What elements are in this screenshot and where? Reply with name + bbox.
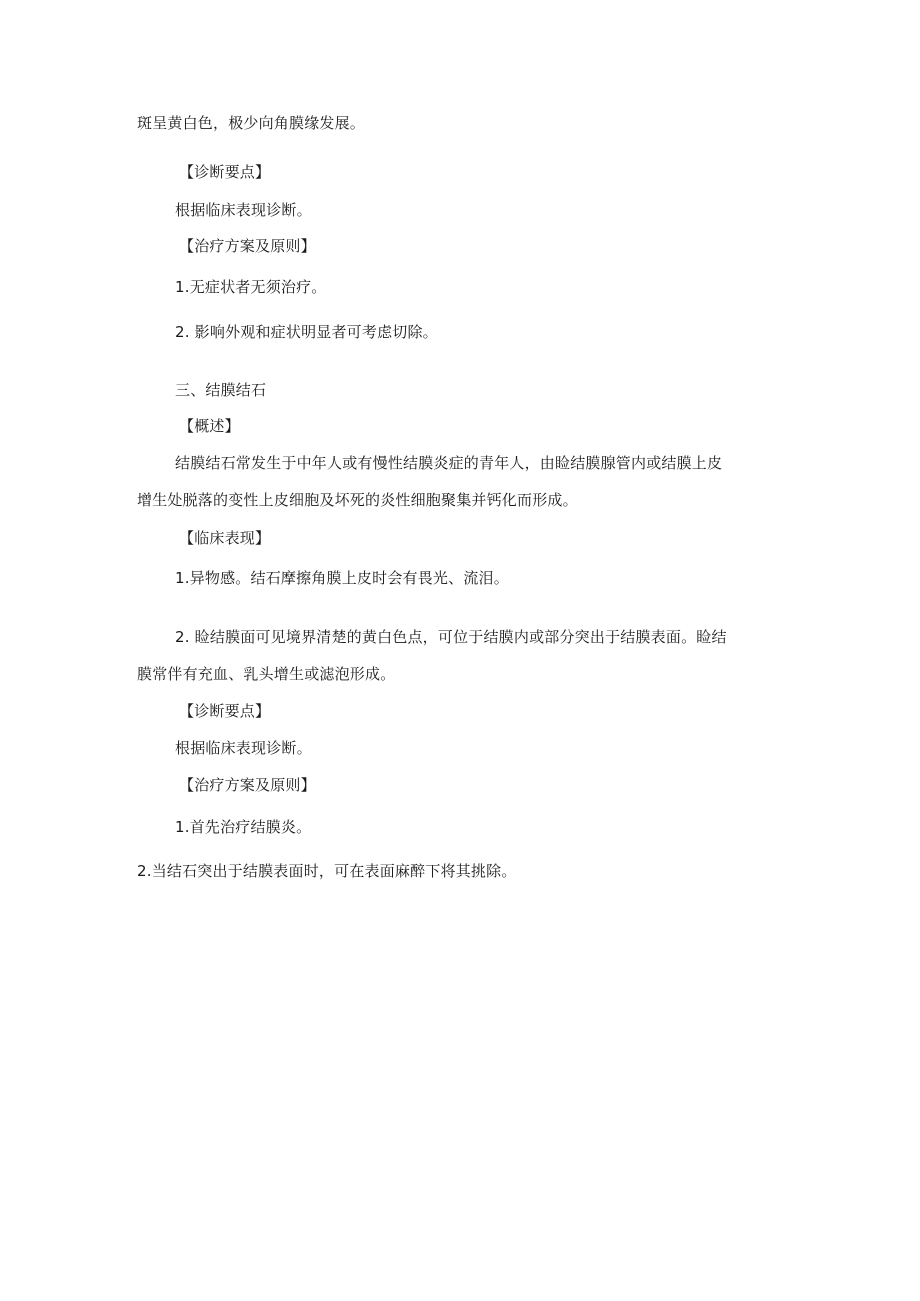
section-heading-treatment-1: 【治疗方案及原则】 xyxy=(179,237,316,255)
clinical-item-1: 1.异物感。结石摩擦角膜上皮时会有畏光、流泪。 xyxy=(175,569,509,587)
treatment-item-1-2: 2. 影响外观和症状明显者可考虑切除。 xyxy=(175,323,438,341)
treatment-item-2-1: 1.首先治疗结膜炎。 xyxy=(175,818,312,836)
section-heading-treatment-2: 【治疗方案及原则】 xyxy=(179,776,316,794)
section-heading-clinical: 【临床表现】 xyxy=(179,529,271,547)
chapter-heading-conjunctival-concretion: 三、结膜结石 xyxy=(175,381,267,399)
treatment-item-1-1: 1.无症状者无须治疗。 xyxy=(175,278,327,296)
diagnosis-text-2: 根据临床表现诊断。 xyxy=(175,739,312,757)
clinical-item-2-line-1: 2. 睑结膜面可见境界清楚的黄白色点，可位于结膜内或部分突出于结膜表面。睑结 xyxy=(175,628,727,646)
overview-text-line-1: 结膜结石常发生于中年人或有慢性结膜炎症的青年人，由睑结膜腺管内或结膜上皮 xyxy=(175,454,723,472)
section-heading-diagnosis-1: 【诊断要点】 xyxy=(179,163,271,181)
paragraph-continuation-line: 斑呈黄白色，极少向角膜缘发展。 xyxy=(137,114,366,132)
diagnosis-text-1: 根据临床表现诊断。 xyxy=(175,201,312,219)
section-heading-diagnosis-2: 【诊断要点】 xyxy=(179,702,271,720)
overview-text-line-2: 增生处脱落的变性上皮细胞及坏死的炎性细胞聚集并钙化而形成。 xyxy=(137,491,578,509)
section-heading-overview: 【概述】 xyxy=(179,417,240,435)
clinical-item-2-line-2: 膜常伴有充血、乳头增生或滤泡形成。 xyxy=(137,665,396,683)
treatment-item-2-2: 2.当结石突出于结膜表面时，可在表面麻醉下将其挑除。 xyxy=(137,862,517,880)
